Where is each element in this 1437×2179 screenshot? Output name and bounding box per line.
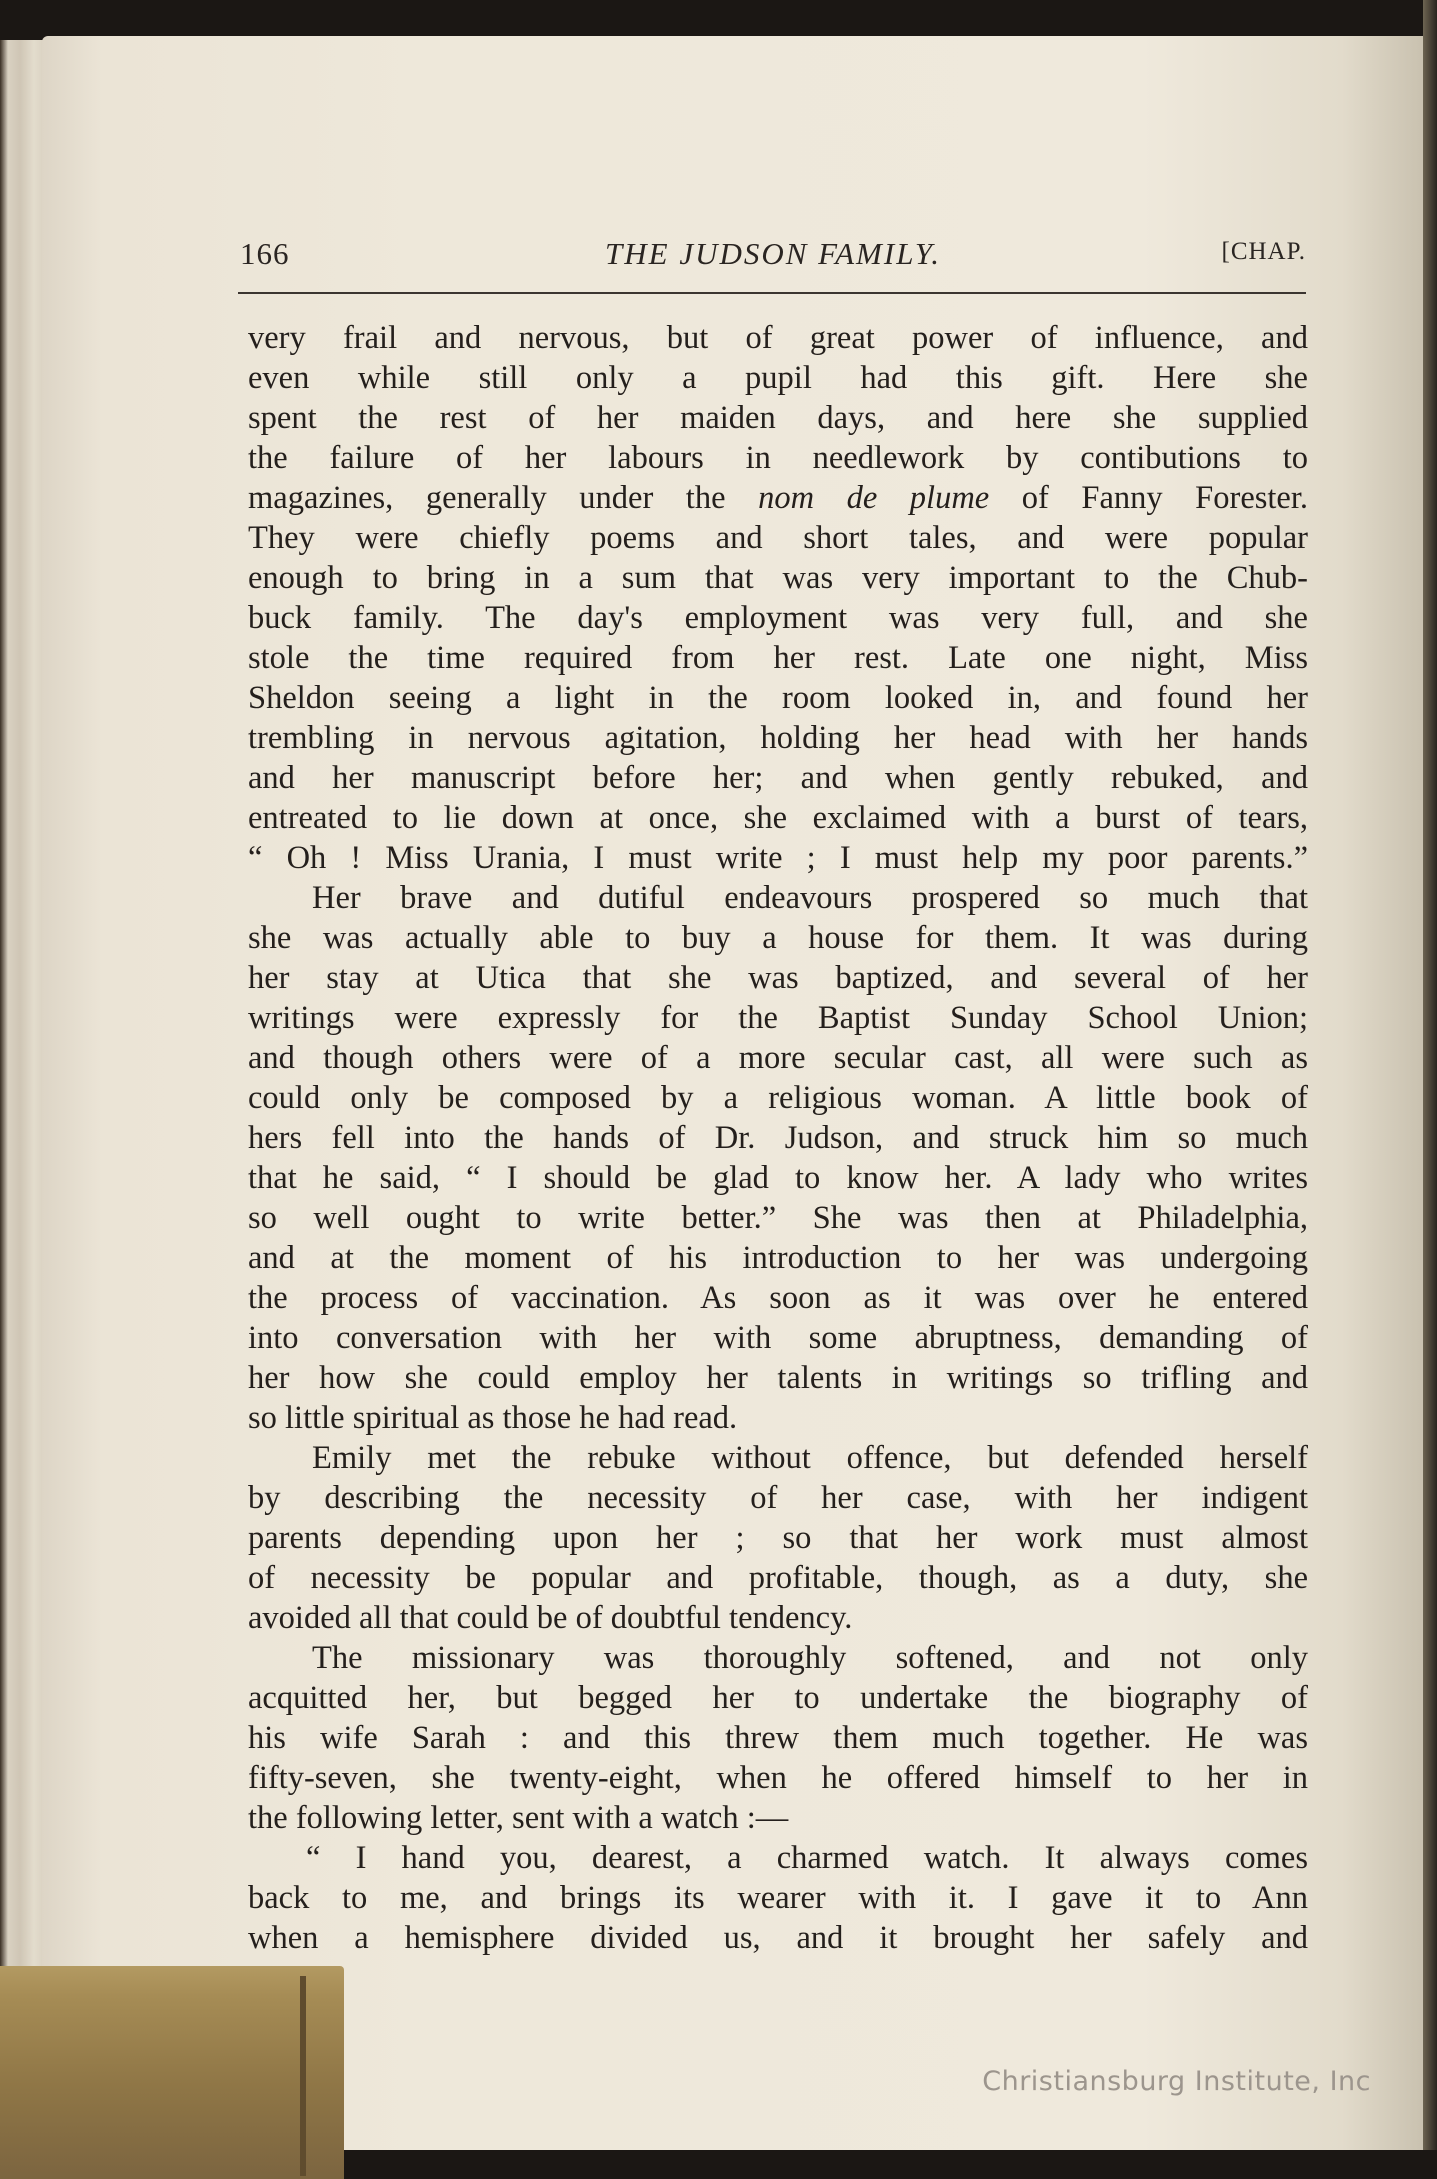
book-spine-object: [0, 1966, 344, 2179]
text-line: fifty-seven, she twenty-eight, when he offered himself to her in: [248, 1760, 1308, 1796]
paragraph-start: The missionary was thoroughly softened, and not only: [312, 1640, 1308, 1676]
running-title: THE JUDSON FAMILY.: [605, 236, 941, 271]
text-line: so well ought to write better.” She was then at Philadelphia,: [248, 1200, 1308, 1236]
text-line: that he said, “ I should be glad to know her. A lady who writes: [248, 1160, 1308, 1196]
text-line: could only be composed by a religious woman. A little book of: [248, 1080, 1308, 1116]
text-line: and though others were of a more secular cast, all were such as: [248, 1040, 1308, 1076]
paragraph-end: the following letter, sent with a watch :—: [248, 1800, 789, 1836]
pen-name-italic: nom de plume: [758, 480, 990, 516]
text-line: spent the rest of her maiden days, and here she supplied: [248, 400, 1308, 436]
text-fragment: of Fanny Forester.: [1021, 480, 1308, 516]
text-line: she was actually able to buy a house for them. It was during: [248, 920, 1308, 956]
text-line: stole the time required from her rest. Late one night, Miss: [248, 640, 1308, 676]
text-line: entreated to lie down at once, she exclaimed with a burst of tears,: [248, 800, 1308, 836]
text-line: Sheldon seeing a light in the room looked in, and found her: [248, 680, 1308, 716]
paragraph-end: so little spiritual as those he had read.: [248, 1400, 738, 1436]
binding-edge: [1423, 0, 1437, 2179]
text-fragment: magazines, generally under the: [248, 480, 726, 516]
text-line: when a hemisphere divided us, and it brought her safely and: [248, 1920, 1308, 1956]
quote-start: “ I hand you, dearest, a charmed watch. It always comes: [306, 1840, 1308, 1876]
paragraph-start: Emily met the rebuke without offence, but defended herself: [312, 1440, 1308, 1476]
text-line: of necessity be popular and profitable, though, as a duty, she: [248, 1560, 1308, 1596]
text-line: acquitted her, but begged her to undertake the biography of: [248, 1680, 1308, 1716]
text-line: her how she could employ her talents in writings so trifling and: [248, 1360, 1308, 1396]
text-line: parents depending upon her ; so that her work must almost: [248, 1520, 1308, 1556]
text-line: hers fell into the hands of Dr. Judson, and struck him so much: [248, 1120, 1308, 1156]
text-line: the process of vaccination. As soon as it was over he entered: [248, 1280, 1308, 1316]
text-line: and at the moment of his introduction to her was undergoing: [248, 1240, 1308, 1276]
text-line: her stay at Utica that she was baptized, and several of her: [248, 960, 1308, 996]
text-line: very frail and nervous, but of great power of influence, and: [248, 320, 1308, 356]
text-line: “ Oh ! Miss Urania, I must write ; I must help my poor parents.”: [248, 840, 1308, 876]
text-line: buck family. The day's employment was very full, and she: [248, 600, 1308, 636]
watermark: Christiansburg Institute, Inc: [982, 2066, 1371, 2097]
paragraph-end: avoided all that could be of doubtful tendency.: [248, 1600, 853, 1636]
text-line: his wife Sarah : and this threw them much together. He was: [248, 1720, 1308, 1756]
text-line: even while still only a pupil had this gift. Here she: [248, 360, 1308, 396]
bottom-shadow: [344, 2150, 1437, 2179]
paragraph-start: Her brave and dutiful endeavours prospered so much that: [312, 880, 1308, 916]
text-line: and her manuscript before her; and when gently rebuked, and: [248, 760, 1308, 796]
text-line: into conversation with her with some abruptness, demanding of: [248, 1320, 1308, 1356]
text-line: the failure of her labours in needlework by contibutions to: [248, 440, 1308, 476]
page-number: 166: [240, 236, 290, 271]
text-line: They were chiefly poems and short tales, and were popular: [248, 520, 1308, 556]
header-rule: [238, 292, 1306, 294]
text-line: writings were expressly for the Baptist Sunday School Union;: [248, 1000, 1308, 1036]
text-line: back to me, and brings its wearer with it. I gave it to Ann: [248, 1880, 1308, 1916]
text-line-pen-name: [248, 478, 1308, 518]
text-line: enough to bring in a sum that was very important to the Chub-: [248, 560, 1308, 596]
chapter-mark: [CHAP.: [1221, 238, 1306, 265]
text-line: trembling in nervous agitation, holding her head with her hands: [248, 720, 1308, 756]
text-line: by describing the necessity of her case, with her indigent: [248, 1480, 1308, 1516]
running-head: [240, 236, 1306, 280]
body-text: [248, 318, 1308, 1958]
